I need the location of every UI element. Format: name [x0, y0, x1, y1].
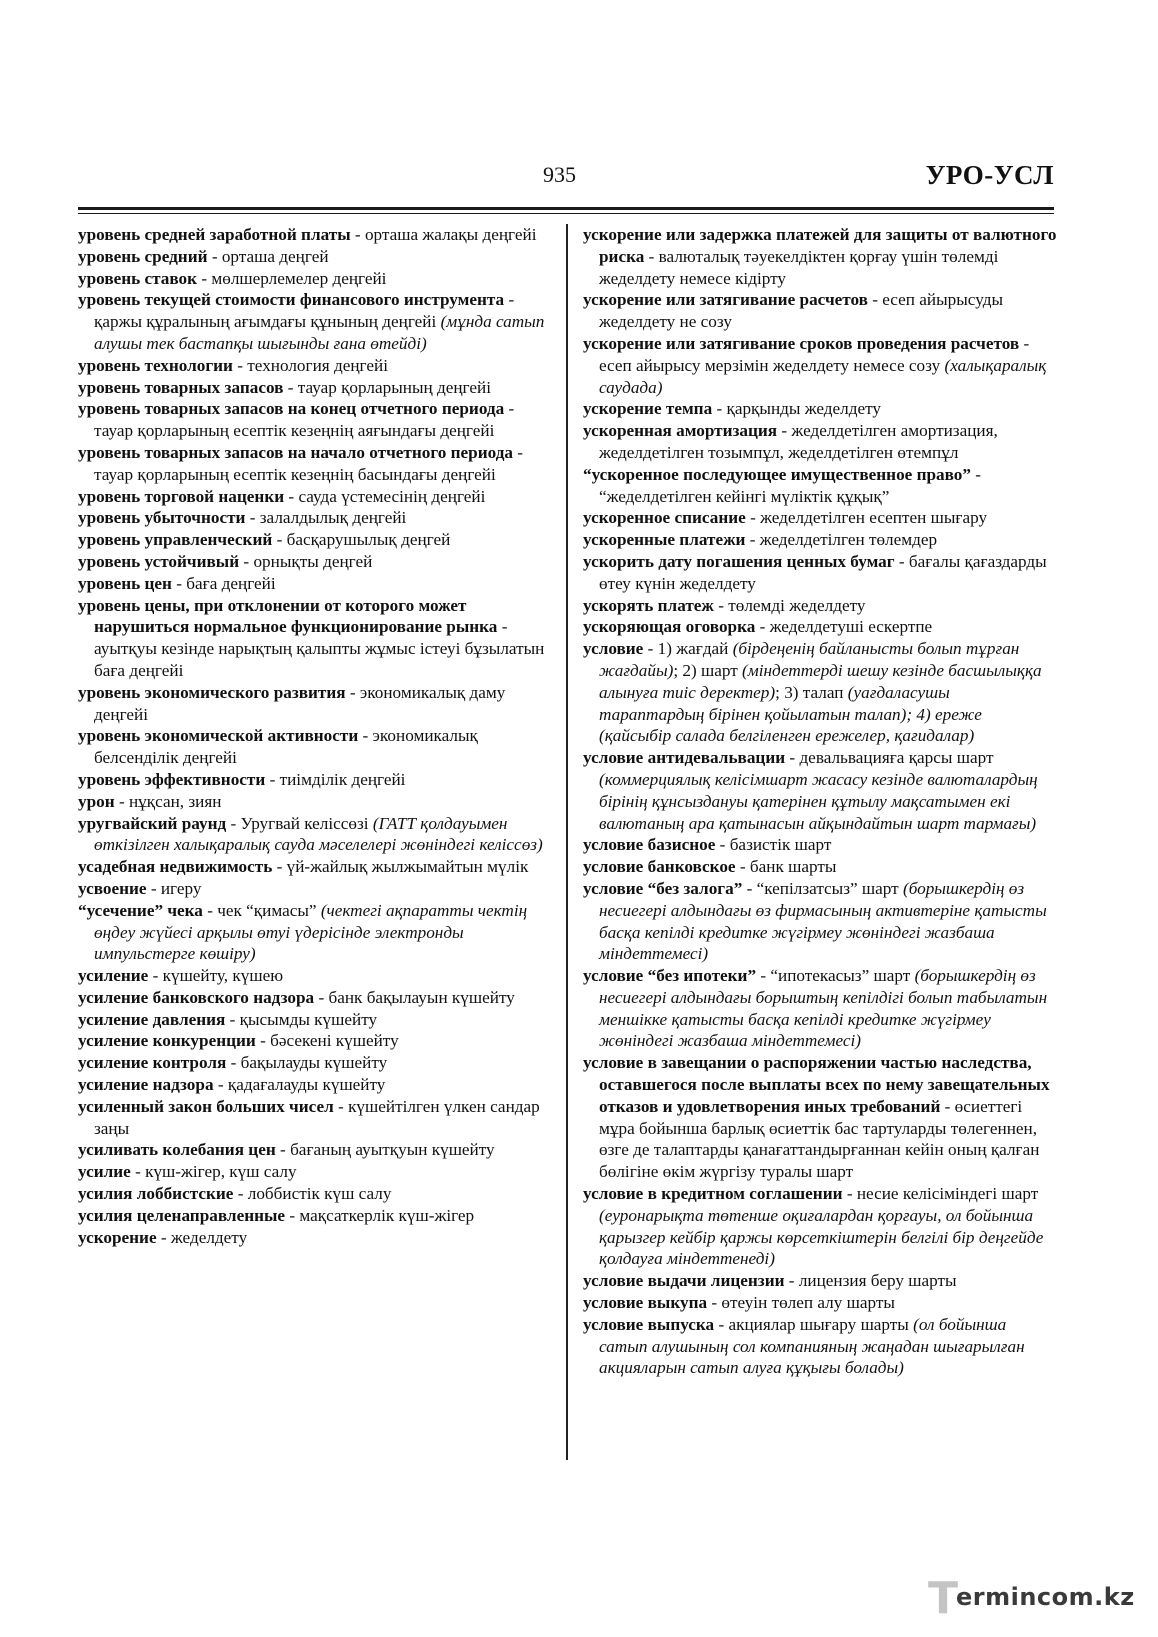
- entry-term: усвоение: [78, 878, 147, 898]
- entry-term: условие: [583, 639, 644, 659]
- dictionary-entry: [583, 289, 1057, 333]
- entry-term: условие выдачи лицензии: [583, 1271, 785, 1291]
- dictionary-entry: [78, 224, 548, 246]
- entry-definition: ; 3) талап: [775, 682, 848, 702]
- entry-term: усиливать колебания цен: [78, 1140, 276, 1160]
- entry-definition: - тауар қорларының есептік кезеңнің аяғындағы деңгейі: [94, 399, 515, 441]
- entry-term: усиленный закон больших чисел: [78, 1096, 334, 1116]
- entry-definition: - төлемді жеделдету: [713, 595, 866, 615]
- entry-definition: - “ипотекасыз” шарт: [756, 966, 915, 986]
- entry-term: ускорение или затягивание расчетов: [583, 290, 868, 310]
- left-column: [78, 224, 548, 1248]
- entry-term: ускорение: [78, 1227, 157, 1247]
- entry-definition: - жеделдету: [156, 1227, 248, 1247]
- dictionary-entry: [78, 791, 548, 813]
- entry-term: условие в кредитном соглашении: [583, 1184, 843, 1204]
- entry-term: усиление контроля: [78, 1053, 227, 1073]
- entry-definition: - күшейту, күшею: [148, 966, 284, 986]
- dictionary-entry: [78, 1227, 548, 1249]
- column-divider: [566, 224, 568, 1460]
- entry-definition: - бақылауды күшейту: [226, 1053, 388, 1073]
- dictionary-entry: [583, 224, 1057, 289]
- entry-note: (ГАТТ қолдауымен өткізілген халықаралық сауда мәселелері жөніндегі келіссөз): [94, 813, 543, 855]
- entry-definition: - жеделдетілген төлемдер: [745, 530, 938, 550]
- dictionary-entry: [583, 464, 1057, 508]
- entry-note: (еуронарықта төтенше оқиғалардан қорғауы, ол бойынша қарызгер кейбір қаржы көрсеткіштерін белгілі бір деңгейде қолдауға міндеттенеді): [599, 1205, 1044, 1269]
- entry-term: условие базисное: [583, 835, 716, 855]
- dictionary-entry: [78, 289, 548, 354]
- section-code: УРО-УСЛ: [925, 160, 1054, 190]
- entry-term: условие антидевальвации: [583, 748, 786, 768]
- entry-definition: - экономикалық белсенділік деңгейі: [94, 726, 478, 768]
- dictionary-entry: [583, 1314, 1057, 1379]
- entry-term: усиление давления: [78, 1009, 226, 1029]
- entry-term: уровень экономической активности: [78, 726, 359, 746]
- entry-note: (борышкердің өз несиегері алдындағы борыштың кепілдігі болып табылатын меншікке қатысты басқа кепілді кредитке жүгірмеу жөніндегі жазбаша міндеттемесі): [599, 966, 1048, 1051]
- dictionary-entry: [78, 965, 548, 987]
- entry-definition: - 1) жағдай: [643, 639, 733, 659]
- dictionary-entry: [78, 1052, 548, 1074]
- dictionary-entry: [78, 769, 548, 791]
- entry-definition: - орнықты деңгей: [239, 551, 373, 571]
- entry-definition: - есеп айырысуды жеделдету не созу: [599, 290, 1003, 332]
- dictionary-entry: [78, 442, 548, 486]
- terminkom-watermark: [928, 1573, 1138, 1624]
- right-column: [583, 224, 1057, 1379]
- page-header: [78, 158, 1054, 198]
- entry-term: ускорение или затягивание сроков проведения расчетов: [583, 333, 1020, 353]
- entry-term: усадебная недвижимость: [78, 857, 273, 877]
- entry-term: уровень ставок: [78, 268, 198, 288]
- entry-definition: - күш-жігер, күш салу: [130, 1162, 297, 1182]
- entry-term: уровень торговой наценки: [78, 486, 285, 506]
- entry-term: условие банковское: [583, 857, 736, 877]
- dictionary-entry: [583, 856, 1057, 878]
- entry-definition: - базистік шарт: [715, 835, 832, 855]
- header-rule-thick: [78, 207, 1054, 210]
- entry-note: (халықаралық саудада): [599, 355, 1047, 397]
- entry-term: условие выпуска: [583, 1314, 715, 1334]
- entry-definition: - орташа деңгей: [207, 246, 329, 266]
- dictionary-entry: [583, 1292, 1057, 1314]
- entry-term: ускоренные платежи: [583, 530, 746, 550]
- entry-definition: - қарқынды жеделдету: [712, 399, 881, 419]
- entry-term: усилия целенаправленные: [78, 1205, 286, 1225]
- entry-term: усилие: [78, 1162, 131, 1182]
- dictionary-entry: [583, 616, 1057, 638]
- entry-definition: - жеделдетуші ескертпе: [755, 617, 933, 637]
- entry-definition: - мақсаткерлік күш-жігер: [285, 1205, 475, 1225]
- dictionary-entry: [583, 1052, 1057, 1183]
- dictionary-entry: [583, 551, 1057, 595]
- entry-definition: - “жеделдетілген кейінгі мүліктік құқық”: [599, 464, 982, 506]
- dictionary-entry: [583, 1183, 1057, 1270]
- entry-term: условие “без залога”: [583, 878, 743, 898]
- dictionary-entry: [583, 878, 1057, 965]
- entry-term: уровень средний: [78, 246, 208, 266]
- entry-note: (ол бойынша сатып алушының сол компанияның жаңадан шығарылған акцияларын сатып алуға құқығы болады): [599, 1314, 1025, 1378]
- entry-definition: - күшейтілген үлкен сандар заңы: [94, 1096, 540, 1138]
- entry-term: уровень товарных запасов на начало отчетного периода: [78, 442, 513, 462]
- dictionary-entry: [78, 355, 548, 377]
- entry-definition: - тауар қорларының деңгейі: [283, 377, 491, 397]
- dictionary-entry: [78, 268, 548, 290]
- entry-term: ускорение или задержка платежей для защиты от валютного риска: [583, 225, 1057, 266]
- dictionary-entry: [78, 595, 548, 682]
- entry-definition: - акциялар шығару шарты: [714, 1314, 914, 1334]
- entry-term: урон: [78, 791, 115, 811]
- entry-term: “ускоренное последующее имущественное право”: [583, 464, 971, 484]
- dictionary-entry: [78, 1030, 548, 1052]
- entry-term: ускорять платеж: [583, 595, 714, 615]
- entry-definition: - лицензия беру шарты: [784, 1271, 957, 1291]
- dictionary-entry: [78, 507, 548, 529]
- entry-term: уровень товарных запасов: [78, 377, 284, 397]
- entry-definition: - сауда үстемесінің деңгейі: [284, 486, 486, 506]
- entry-note: (коммерциялық келісімшарт жасасу кезінде валюталардың бірінің құнсыздануы қатерінен құтылу мақсатымен екі валютаның ара қатынасын айқындайтын шарт тармағы): [599, 769, 1038, 833]
- dictionary-entry: [78, 1205, 548, 1227]
- dictionary-entry: [78, 856, 548, 878]
- entry-definition: - үй-жайлық жылжымайтын мүлік: [272, 857, 529, 877]
- dictionary-entry: [78, 1161, 548, 1183]
- dictionary-entry: [78, 900, 548, 965]
- entry-term: ускоренная амортизация: [583, 421, 778, 441]
- dictionary-entry: [78, 486, 548, 508]
- entry-definition: - орташа жалақы деңгейі: [350, 225, 537, 244]
- entry-term: ускоренное списание: [583, 508, 746, 528]
- entry-term: условие в завещании о распоряжении частью наследства, оставшегося после выплаты всех по нему завещательных отказов и удовлетворения иных требований: [583, 1053, 1050, 1116]
- entry-definition: - басқарушылық деңгей: [272, 530, 451, 550]
- entry-note: (борышкердің өз несиегері алдындағы өз фирмасының активтеріне қатысты басқа кепілді кредитке жүгірмеу жөніндегі жазбаша міндеттемесі): [599, 878, 1047, 964]
- entry-definition: - есеп айырысу мерзімін жеделдету немесе созу: [599, 333, 1030, 375]
- dictionary-entry: [583, 398, 1057, 420]
- dictionary-entry: [78, 878, 548, 900]
- entry-definition: - “кепілзатсыз” шарт: [742, 878, 903, 898]
- entry-definition: - ауытқуы кезінде нарықтың қалыпты жұмыс істеуі бұзылатын баға деңгейі: [94, 617, 545, 680]
- dictionary-entry: [78, 987, 548, 1009]
- dictionary-entry: [583, 747, 1057, 834]
- entry-definition: - залалдылық деңгейі: [245, 508, 407, 528]
- entry-definition: - чек “қимасы”: [202, 900, 321, 920]
- dictionary-entry: [583, 333, 1057, 398]
- entry-term: усиление: [78, 966, 149, 986]
- dictionary-entry: [78, 1009, 548, 1031]
- entry-definition: - жеделдетілген амортизация, жеделдетілген тозымпұл, жеделдетілген өтемпұл: [599, 421, 998, 462]
- dictionary-entry: [78, 813, 548, 857]
- entry-definition: - технология деңгейі: [232, 355, 388, 375]
- entry-term: уровень товарных запасов на конец отчетного периода: [78, 399, 505, 419]
- entry-definition: - өсиеттегі мұра бойынша барлық өсиеттік бас тартуларды төлегеннен, өзге де талаптарды қанағаттандырғаннан кейін оның қалған бөлігіне өкім жүргізу туралы шарт: [599, 1096, 1040, 1182]
- dictionary-entry: [78, 1139, 548, 1161]
- dictionary-entry: [78, 1074, 548, 1096]
- entry-definition: - лоббистік күш салу: [233, 1184, 392, 1204]
- entry-term: уровень управленческий: [78, 530, 273, 550]
- entry-definition: - Уругвай келіссөзі: [226, 813, 373, 833]
- entry-term: уровень экономического развития: [78, 682, 346, 702]
- dictionary-entry: [583, 638, 1057, 747]
- dictionary-entry: [78, 725, 548, 769]
- watermark-text: ermincom.kz: [956, 1583, 1135, 1611]
- entry-definition: - баға деңгейі: [171, 573, 276, 593]
- entry-term: ускорить дату погашения ценных бумаг: [583, 551, 895, 571]
- entry-definition: - қысымды күшейту: [225, 1009, 378, 1029]
- entry-definition: ; 2) шарт: [673, 660, 743, 680]
- entry-definition: - қадағалауды күшейту: [213, 1075, 386, 1095]
- entry-definition: - өтеуін төлеп алу шарты: [707, 1293, 895, 1313]
- dictionary-entry: [78, 529, 548, 551]
- entry-definition: - нұқсан, зиян: [114, 791, 222, 811]
- entry-term: уровень устойчивый: [78, 551, 240, 571]
- entry-term: усиление банковского надзора: [78, 987, 315, 1007]
- dictionary-entry: [583, 507, 1057, 529]
- entry-term: условие выкупа: [583, 1293, 708, 1313]
- dictionary-entry: [583, 420, 1057, 464]
- dictionary-entry: [583, 529, 1057, 551]
- dictionary-entry: [78, 246, 548, 268]
- entry-term: уровень цен: [78, 573, 172, 593]
- entry-definition: - тауар қорларының есептік кезеңнің басындағы деңгейі: [94, 442, 524, 484]
- dictionary-entry: [583, 1270, 1057, 1292]
- dictionary-entry: [78, 398, 548, 442]
- dictionary-entry: [78, 573, 548, 595]
- entry-note: (уағдаласушы тараптардың бірінен қойылатын талап); 4) ереже (қайсыбір салада белгіленген ережелер, қағидалар): [599, 682, 982, 746]
- entry-definition: - бағалы қағаздарды өтеу күнін жеделдету: [599, 551, 1047, 593]
- entry-definition: - жеделдетілген есептен шығару: [745, 508, 988, 528]
- entry-definition: - несие келісіміндегі шарт: [842, 1184, 1039, 1204]
- entry-note: (міндеттерді шешу кезінде басшылыққа алынуға тиіс деректер): [599, 660, 1042, 702]
- entry-term: уровень технологии: [78, 355, 233, 375]
- entry-term: уровень цены, при отклонении от которого может нарушиться нормальное функционирование рынка: [78, 595, 498, 637]
- entry-definition: - бәсекені күшейту: [255, 1031, 399, 1051]
- entry-term: ускорение темпа: [583, 399, 713, 419]
- dictionary-entry: [583, 965, 1057, 1052]
- entry-term: уровень текущей стоимости финансового инструмента: [78, 290, 505, 310]
- watermark-logo-letter: T: [928, 1573, 959, 1624]
- entry-definition: - валюталық тәуекелдіктен қорғау үшін төлемді жеделдету немесе кідірту: [599, 246, 999, 288]
- entry-note: (мұнда сатып алушы тек бастапқы шығынды ғана өтейді): [94, 312, 545, 353]
- dictionary-entry: [78, 551, 548, 573]
- entry-term: ускоряющая оговорка: [583, 617, 756, 637]
- entry-definition: - тиімділік деңгейі: [265, 769, 406, 789]
- page-number: 935: [543, 162, 576, 187]
- entry-term: уровень эффективности: [78, 769, 266, 789]
- dictionary-entry: [78, 682, 548, 726]
- entry-term: усиление конкуренции: [78, 1031, 256, 1051]
- dictionary-entry: [583, 595, 1057, 617]
- entry-definition: - қаржы құралының ағымдағы құнының деңгейі: [94, 290, 515, 332]
- entry-term: уругвайский раунд: [78, 813, 227, 833]
- entry-definition: - мөлшерлемелер деңгейі: [197, 268, 387, 288]
- entry-definition: - банк шарты: [735, 857, 837, 877]
- entry-note: (чектегі ақпаратты чектің өңдеу жүйесі арқылы өтуі үдерісінде электронды импульстерге көшіру): [94, 900, 528, 964]
- dictionary-entry: [583, 834, 1057, 856]
- entry-term: усиление надзора: [78, 1075, 214, 1095]
- entry-note: (бірдеңенің байланысты болып тұрған жағдайы): [599, 639, 1020, 680]
- entry-term: уровень убыточности: [78, 508, 246, 528]
- dictionary-entry: [78, 377, 548, 399]
- entry-term: уровень средней заработной платы: [78, 225, 351, 244]
- entry-definition: - экономикалық даму деңгейі: [94, 682, 506, 724]
- entry-term: усилия лоббистские: [78, 1184, 234, 1204]
- entry-term: условие “без ипотеки”: [583, 966, 757, 986]
- entry-definition: - бағаның ауытқуын күшейту: [275, 1140, 495, 1160]
- entry-definition: - девальвацияға қарсы шарт: [785, 748, 994, 768]
- entry-term: “усечение” чека: [78, 900, 203, 920]
- entry-definition: - банк бақылауын күшейту: [314, 987, 515, 1007]
- header-rule-thin: [78, 213, 1054, 214]
- entry-definition: - игеру: [146, 878, 202, 898]
- dictionary-entry: [78, 1096, 548, 1140]
- dictionary-entry: [78, 1183, 548, 1205]
